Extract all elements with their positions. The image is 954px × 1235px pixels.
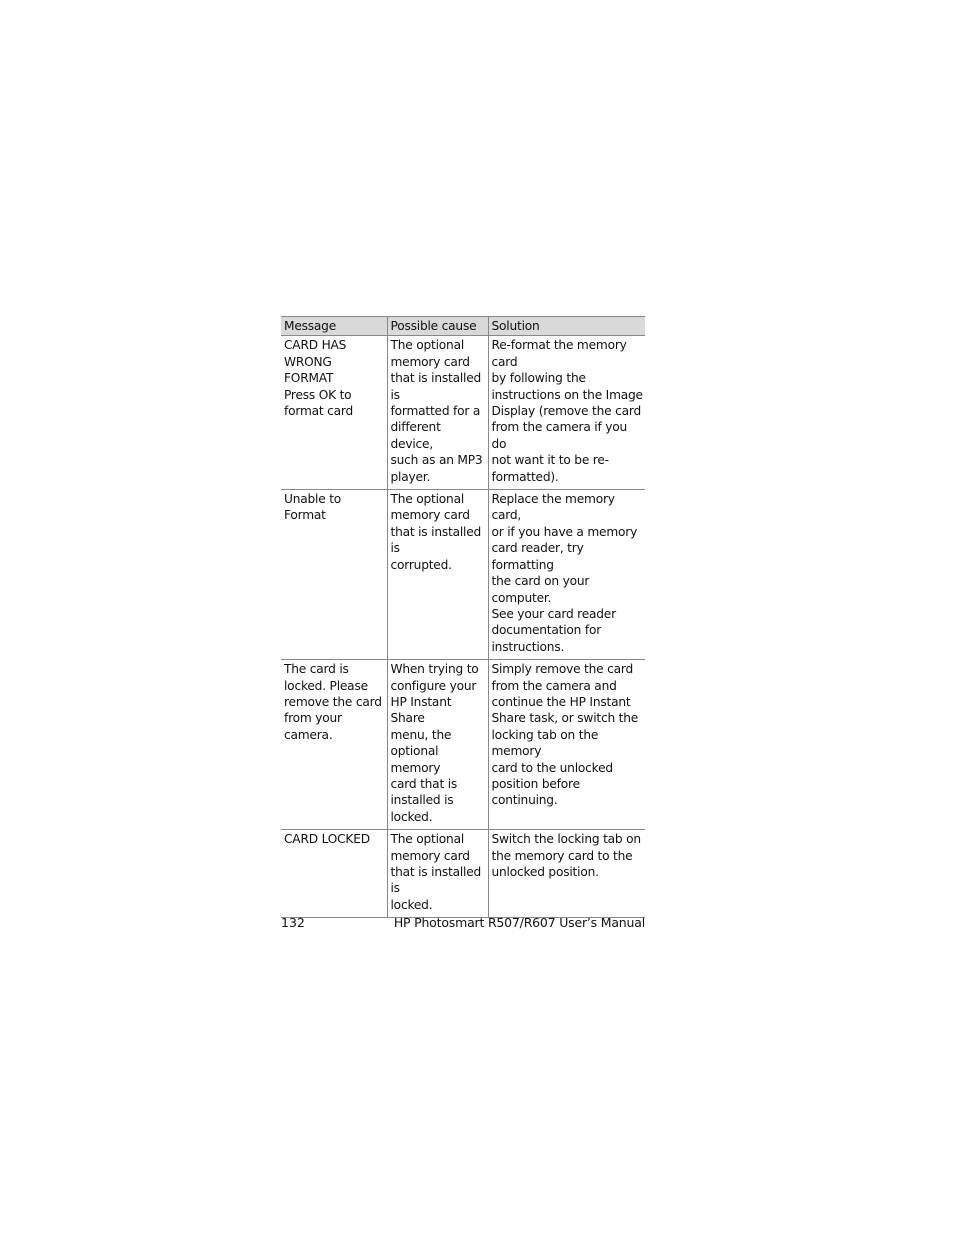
header-message: Message (281, 317, 387, 336)
table-row (281, 490, 645, 660)
solution-cell: Re-format the memory card by following the instructions on the Image Display (remove the card from the camera if you do not want it to be re- formatted). (488, 336, 645, 490)
table-row (281, 830, 645, 918)
header-possible-cause: Possible cause (387, 317, 488, 336)
solution-cell: Simply remove the card from the camera and continue the HP Instant Share task, or switch the locking tab on the memory card to the unlocked position before continuing. (488, 660, 645, 830)
solution-cell: Switch the locking tab on the memory card to the unlocked position. (488, 830, 645, 918)
message-cell: Unable to Format (281, 490, 387, 660)
header-solution: Solution (488, 317, 645, 336)
cause-cell: The optional memory card that is installed is locked. (387, 830, 488, 918)
cause-cell: When trying to configure your HP Instant Share menu, the optional memory card that is installed is locked. (387, 660, 488, 830)
table-header-row (281, 317, 645, 336)
manual-title: HP Photosmart R507/R607 User’s Manual (393, 915, 645, 930)
message-cell: CARD HAS WRONG FORMAT Press OK to format card (281, 336, 387, 490)
error-message-table (281, 316, 645, 918)
table-row (281, 336, 645, 490)
message-cell: CARD LOCKED (281, 830, 387, 918)
message-cell: The card is locked. Please remove the card from your camera. (281, 660, 387, 830)
cause-cell: The optional memory card that is installed is corrupted. (387, 490, 488, 660)
cause-cell: The optional memory card that is installed is formatted for a different device, such as an MP3 player. (387, 336, 488, 490)
page-number: 132 (281, 915, 305, 930)
table-row (281, 660, 645, 830)
solution-cell: Replace the memory card, or if you have a memory card reader, try formatting the card on your computer. See your card reader documentation for instructions. (488, 490, 645, 660)
